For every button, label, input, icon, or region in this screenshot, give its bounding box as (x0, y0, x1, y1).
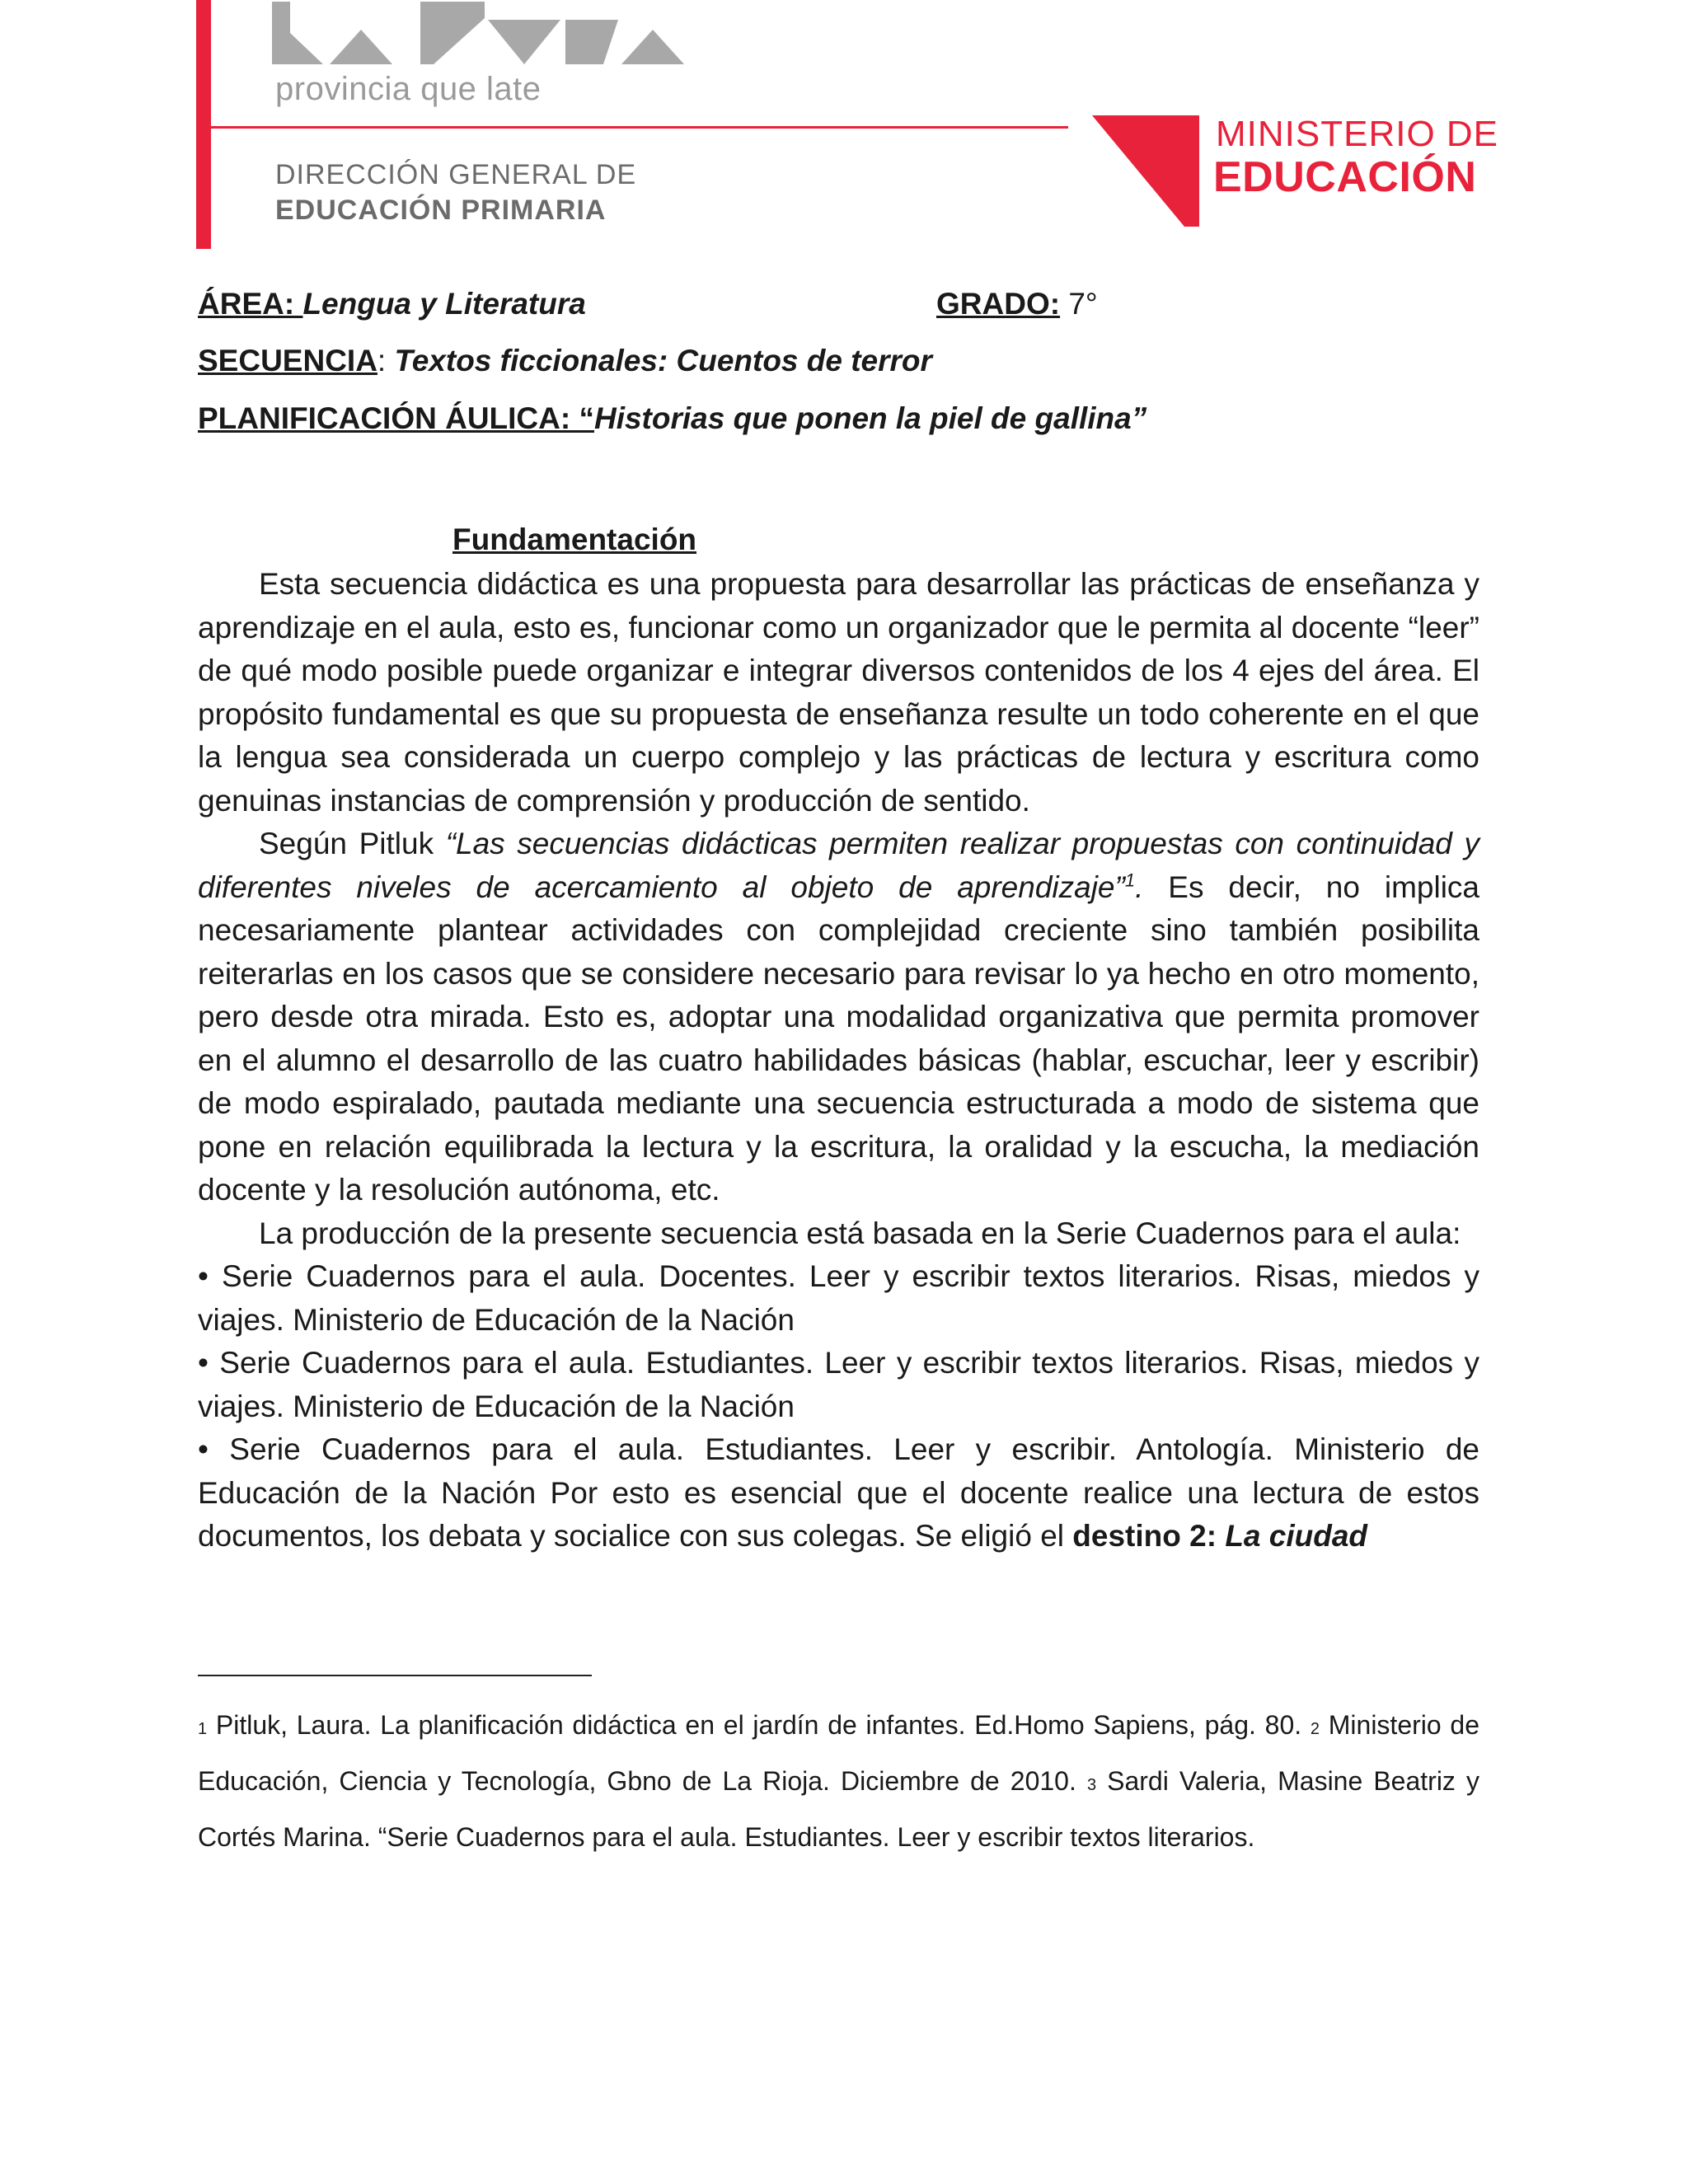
footnote-ref-1[interactable]: 1 (1124, 869, 1136, 891)
planificacion-label: PLANIFICACIÓN ÁULICA: “ (198, 401, 594, 435)
p2-intro: Según Pitluk (259, 827, 446, 860)
page-header (0, 0, 1688, 264)
planificacion-value: Historias que ponen la piel de gallina” (593, 401, 1147, 435)
la-rioja-logo (272, 0, 709, 82)
grado-label: GRADO: (936, 287, 1061, 321)
ministry-title: MINISTERIO DE (1216, 114, 1499, 154)
paragraph-2 (198, 823, 1479, 1212)
bullet-item-1: • Serie Cuadernos para el aula. Docentes. Leer y escribir textos literarios. Risas, miedos y viajes. Ministerio de Educación de la Nación (198, 1259, 1479, 1337)
p2-rest: Es decir, no implica necesariamente plantear actividades con complejidad creciente sino también posibilita reiterarlas en los casos que se considere necesario para revisar lo ya hecho en otro momento, pero desde otra mirada. Esto es, adoptar una modalidad organizativa que permita promover en el alumno el desarrollo de las cuatro habilidades básicas (hablar, escuchar, leer y escribir) de modo espiralado, pautada mediante una secuencia estructurada a modo de sistema que pone en relación equilibrada la lectura y la escritura, la oralidad y la escucha, la mediación docente y la resolución autónoma, etc. (198, 869, 1480, 1207)
footnote-number-3: 3 (1086, 1776, 1097, 1794)
direction-subtitle: EDUCACIÓN PRIMARIA (275, 194, 607, 226)
b3-bold: destino 2: (1072, 1519, 1226, 1553)
p2-quote: “Las secuencias didácticas permiten realizar propuestas con continuidad y diferentes niveles de acercamiento al objeto de aprendizaje” (198, 827, 1479, 904)
secuencia-line (198, 344, 932, 378)
footnote-text-1: Pitluk, Laura. La planificación didáctica en el jardín de infantes. Ed.Homo Sapiens, pág. 80. (207, 1710, 1311, 1740)
footnote-number-1: 1 (198, 1720, 208, 1738)
document-body (198, 563, 1479, 1558)
footnote-divider (198, 1675, 592, 1676)
area-line (198, 287, 586, 321)
footnotes (198, 1699, 1479, 1863)
paragraph-3: La producción de la presente secuencia está basada en la Serie Cuadernos para el aula: (259, 1216, 1461, 1250)
grado-value: 7° (1060, 287, 1098, 321)
paragraph-1: Esta secuencia didáctica es una propuesta para desarrollar las prácticas de enseñanza y aprendizaje en el aula, esto es, funcionar como un organizador que le permita al docente “leer” de qué modo posible puede organizar e integrar diversos contenidos de los 4 ejes del área. El propósito fundamental es que su propuesta de enseñanza resulte un todo coherente en el que la lengua sea considerada un cuerpo complejo y las prácticas de lectura y escritura como genuinas instancias de comprensión y producción de sentido. (198, 567, 1479, 818)
footnote-text-2: Ministerio de Educación, Ciencia y Tecnología, Gbno de La Rioja. Diciembre de 2010. (198, 1710, 1480, 1796)
b3-bold-italic: La ciudad (1225, 1519, 1368, 1553)
ministry-subtitle: EDUCACIÓN (1213, 153, 1477, 201)
b3-text: • Serie Cuadernos para el aula. Estudiantes. Leer y escribir. Antología. Ministerio de Educación de la Nación Por esto es esencial que el docente realice una lectura de estos documentos, los debata y socialice con sus colegas. Se eligió el (198, 1432, 1479, 1553)
logo-tagline: provincia que late (275, 71, 542, 107)
area-value: Lengua y Literatura (302, 287, 586, 321)
area-label: ÁREA: (198, 287, 303, 321)
secuencia-sep: : (377, 344, 395, 377)
header-divider (211, 126, 1068, 129)
ministry-chevron-icon (1092, 115, 1199, 227)
secuencia-label: SECUENCIA (198, 344, 377, 377)
direction-title: DIRECCIÓN GENERAL DE (275, 159, 637, 190)
footnote-text-3: Sardi Valeria, Masine Beatriz y Cortés Marina. “Serie Cuadernos para el aula. Estudiantes. Leer y escribir textos literarios. (198, 1766, 1480, 1852)
red-accent-bar (196, 0, 211, 249)
bullet-item-3 (198, 1428, 1479, 1558)
bullet-item-2: • Serie Cuadernos para el aula. Estudiantes. Leer y escribir textos literarios. Risas, miedos y viajes. Ministerio de Educación de la Nación (198, 1346, 1479, 1423)
p2-dot: . (1135, 869, 1144, 904)
planificacion-line (198, 401, 1146, 436)
footnote-number-2: 2 (1310, 1720, 1320, 1738)
section-title: Fundamentación (452, 523, 697, 556)
grado-line (936, 287, 1098, 321)
secuencia-value: Textos ficcionales: Cuentos de terror (394, 344, 932, 377)
